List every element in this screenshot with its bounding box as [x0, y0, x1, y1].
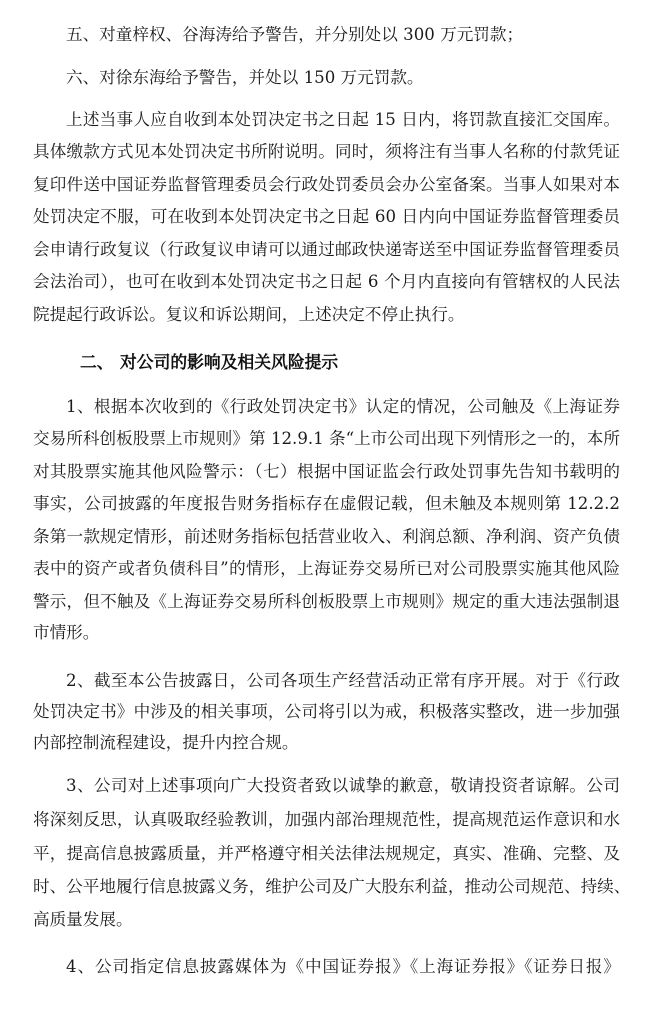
paragraph-line: 4、公司指定信息披露媒体为《中国证券报》《上海证券报》《证券日报》 [66, 957, 620, 976]
paragraph-line: 会法治司），也可在收到本处罚决定书之日起 6 个月内直接向有管辖权的人民法 [33, 272, 620, 291]
paragraph-line: 警示，但不触及《上海证券交易所科创板股票上市规则》规定的重大违法强制退 [33, 592, 620, 611]
paragraph-line: 将深刻反思，认真吸取经验教训，加强内部治理规范性，提高规范运作意识和水 [33, 810, 620, 829]
section-heading [80, 349, 338, 375]
paragraph-line: 表中的资产或者负债科目”的情形，上海证券交易所已对公司股票实施其他风险 [33, 559, 620, 578]
paragraph-line: 平，提高信息披露质量，并严格遵守相关法律法规规定，真实、准确、完整、及 [33, 844, 620, 863]
paragraph-line: 交易所科创板股票上市规则》第 12.9.1 条“上市公司出现下列情形之一的，本所 [33, 429, 620, 448]
paragraph-line: 条第一款规定情形，前述财务指标包括营业收入、利润总额、净利润、资产负债 [33, 527, 620, 546]
paragraph-line: 具体缴款方式见本处罚决定书所附说明。同时，须将注有当事人名称的付款凭证 [33, 142, 620, 161]
paragraph-line: 1、根据本次收到的《行政处罚决定书》认定的情况，公司触及《上海证券 [66, 397, 620, 416]
paragraph-line: 对其股票实施其他风险警示：（七）根据中国证监会行政处罚事先告知书载明的 [33, 462, 620, 481]
paragraph-line: 高质量发展。 [33, 910, 133, 929]
paragraph-line: 内部控制流程建设，提升内控合规。 [33, 733, 299, 752]
penalty-item-5: 五、对童梓权、谷海涛给予警告，并分别处以 300 万元罚款； [66, 25, 524, 44]
paragraph-line: 处罚决定不服，可在收到本处罚决定书之日起 60 日内向中国证券监督管理委员 [33, 207, 620, 226]
paragraph-line: 2、截至本公告披露日，公司各项生产经营活动正常有序开展。对于《行政 [66, 671, 620, 690]
paragraph-line: 事实，公司披露的年度报告财务指标存在虚假记载，但未触及本规则第 12.2.2 [33, 494, 620, 513]
penalty-item-6: 六、对徐东海给予警告，并处以 150 万元罚款。 [66, 68, 424, 87]
paragraph-line: 处罚决定书》中涉及的相关事项，公司将引以为戒，积极落实整改，进一步加强 [33, 702, 620, 721]
paragraph-line: 复印件送中国证券监督管理委员会行政处罚委员会办公室备案。当事人如果对本 [33, 175, 620, 194]
section-title: 对公司的影响及相关风险提示 [120, 352, 339, 372]
paragraph-line: 市情形。 [33, 623, 100, 642]
section-number: 二、 [80, 352, 114, 372]
paragraph-line: 院提起行政诉讼。复议和诉讼期间，上述决定不停止执行。 [33, 305, 465, 324]
paragraph-line: 3、公司对上述事项向广大投资者致以诚挚的歉意，敬请投资者谅解。公司 [66, 776, 620, 795]
paragraph-line: 上述当事人应自收到本处罚决定书之日起 15 日内，将罚款直接汇交国库。 [66, 110, 620, 129]
paragraph-line: 会申请行政复议（行政复议申请可以通过邮政快递寄送至中国证券监督管理委员 [33, 240, 620, 259]
paragraph-line: 时、公平地履行信息披露义务，维护公司及广大股东利益，推动公司规范、持续、 [33, 877, 631, 896]
